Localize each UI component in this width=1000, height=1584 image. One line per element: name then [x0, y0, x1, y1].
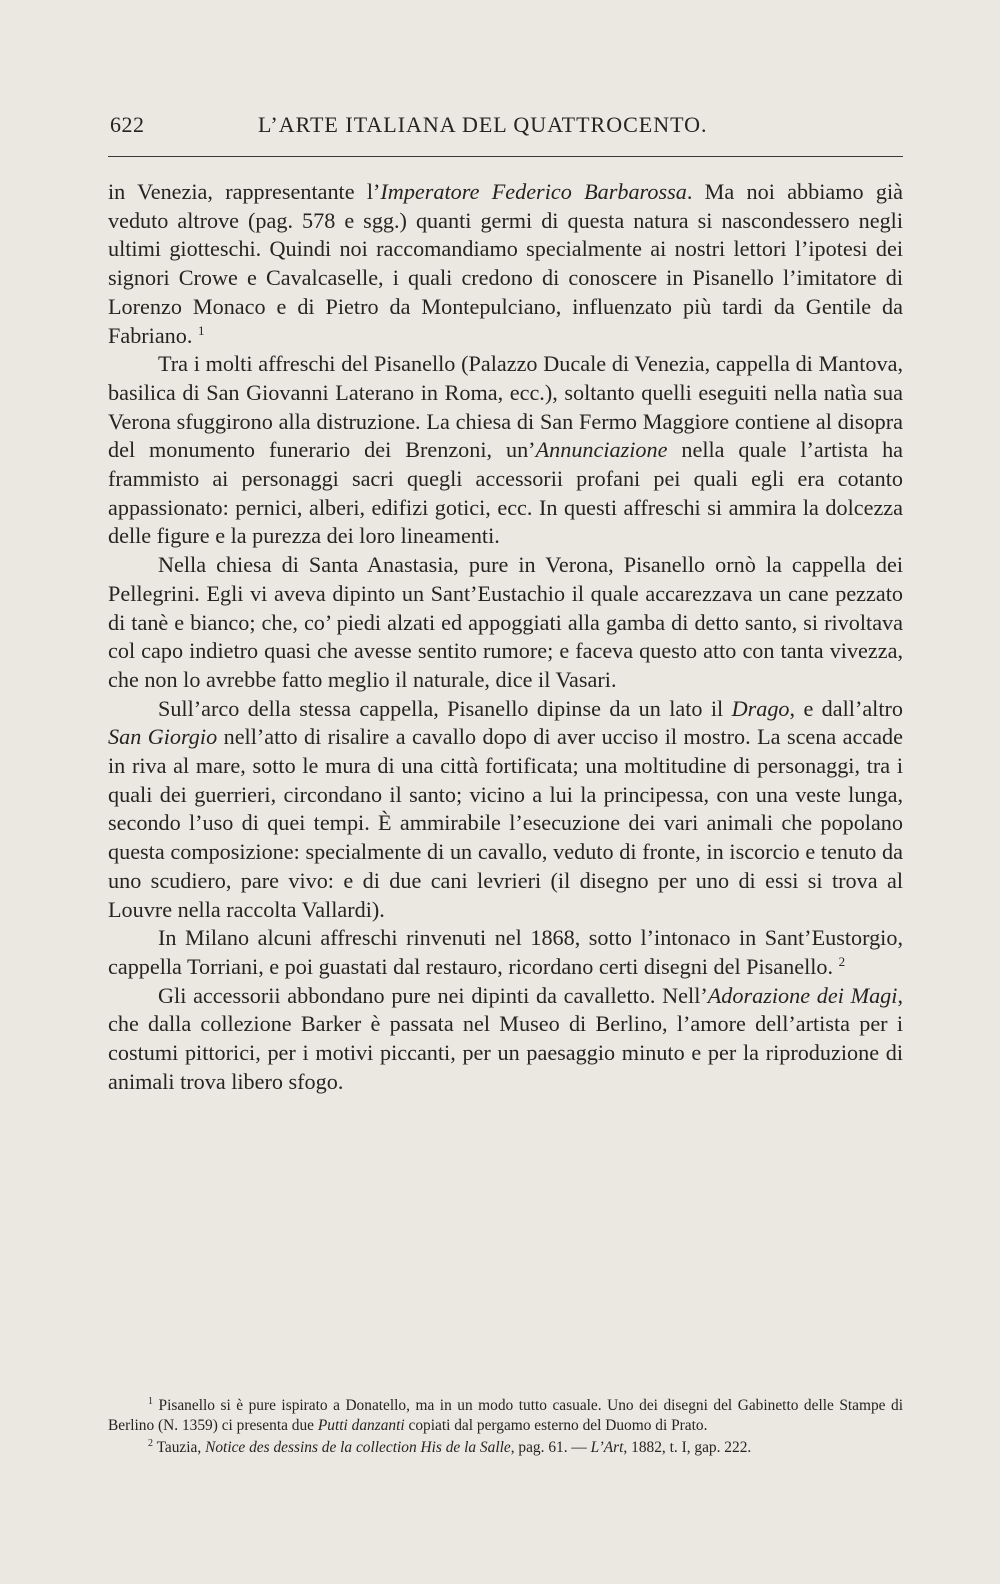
footnote-1: $^1$ Pisanello si è pure ispirato a Donatello, ma in un modo tutto casuale. Uno dei disegni del Gabinetto delle Stampe di Berlino (N. 1359) ci presenta due Putti danzanti copiati dal pergamo esterno del Duomo di Prato.: [108, 1396, 903, 1434]
footnote-ref-1: 1: [197, 322, 205, 338]
paragraph-5: In Milano alcuni affreschi rinvenuti nel 1868, sotto l’intonaco in Sant’Eustorgio, cappella Torriani, e poi guastati dal restauro, ricordano certi disegni del Pisanello. $^2$: [108, 925, 903, 979]
paragraph-3: Nella chiesa di Santa Anastasia, pure in Verona, Pisanello ornò la cappella dei Pellegrini. Egli vi aveva dipinto un Sant’Eustachio il quale accarezzava un cane pezzato di tanè e bianco; che, co’ piedi alzati ed appoggiati alla gamba di detto santo, si rivoltava col capo indietro quasi che avesse sentito rumore; e faceva questo atto con tanta vivezza, che non lo avrebbe fatto meglio il naturale, dice il Vasari.: [108, 552, 903, 692]
running-title: L’ARTE ITALIANA DEL QUATTROCENTO.: [258, 112, 708, 137]
running-header: [108, 112, 900, 148]
footnote-2: $^2$ Tauzia, Notice des dessins de la collection His de la Salle, pag. 61. — L’Art, 1882, t. I, gap. 222.: [148, 1438, 752, 1457]
paragraph-4: Sull’arco della stessa cappella, Pisanello dipinse da un lato il Drago, e dall’altro San Giorgio nell’atto di risalire a cavallo dopo di aver ucciso il mostro. La scena accade in riva al mare, sotto le mura di una città fortificata; una moltitudine di personaggi, tra i quali dei guerrieri, circondano il santo; vicino a lui la principessa, con una veste lunga, secondo l’uso di quei tempi. È ammirabile l’esecuzione dei vari animali che popolano questa composizione: specialmente di un cavallo, veduto di fronte, in iscorcio e tenuto da uno scudiero, pare vivo: e di due cani levrieri (il disegno per uno di essi si trova al Louvre nella raccolta Vallardi).: [108, 695, 903, 922]
paragraph-1: in Venezia, rappresentante l’Imperatore Federico Barbarossa. Ma noi abbiamo già veduto altrove (pag. 578 e sgg.) quanti germi di questa natura si nascondessero negli ultimi giotteschi. Quindi noi raccomandiamo specialmente ai nostri lettori l’ipotesi dei signori Crowe e Cavalcaselle, i quali credono di conoscere in Pisanello l’imitatore di Lorenzo Monaco e di Pietro da Montepulciano, influenzato più tardi da Gentile da Fabriano. $^1$: [108, 179, 904, 348]
paragraph-6: Gli accessorii abbondano pure nei dipinti da cavalletto. Nell’Adorazione dei Magi, che dalla collezione Barker è passata nel Museo di Berlino, l’amore dell’artista per i costumi pittorici, per i motivi piccanti, per un paesaggio minuto e per la riproduzione di animali trova libero sfogo.: [108, 982, 903, 1094]
footnotes: [108, 1396, 903, 1458]
paragraph-2: Tra i molti affreschi del Pisanello (Palazzo Ducale di Venezia, cappella di Mantova, basilica di San Giovanni Laterano in Roma, ecc.), soltanto quelli eseguiti nella natìa sua Verona sfuggirono alla distruzione. La chiesa di San Fermo Maggiore contiene al disopra del monumento funerario dei Brenzoni, un’Annunciazione nella quale l’artista ha frammisto ai personaggi sacri quegli accessorii profani pei quali egli era cotanto appassionato: pernici, alberi, edifizi gotici, ecc. In questi affreschi si ammira la dolcezza delle figure e la purezza dei loro lineamenti.: [108, 351, 904, 549]
page-number: 622: [110, 112, 145, 137]
footnote-ref-2: 2: [838, 953, 846, 969]
main-text: [108, 178, 903, 1097]
header-rule: [108, 156, 903, 157]
